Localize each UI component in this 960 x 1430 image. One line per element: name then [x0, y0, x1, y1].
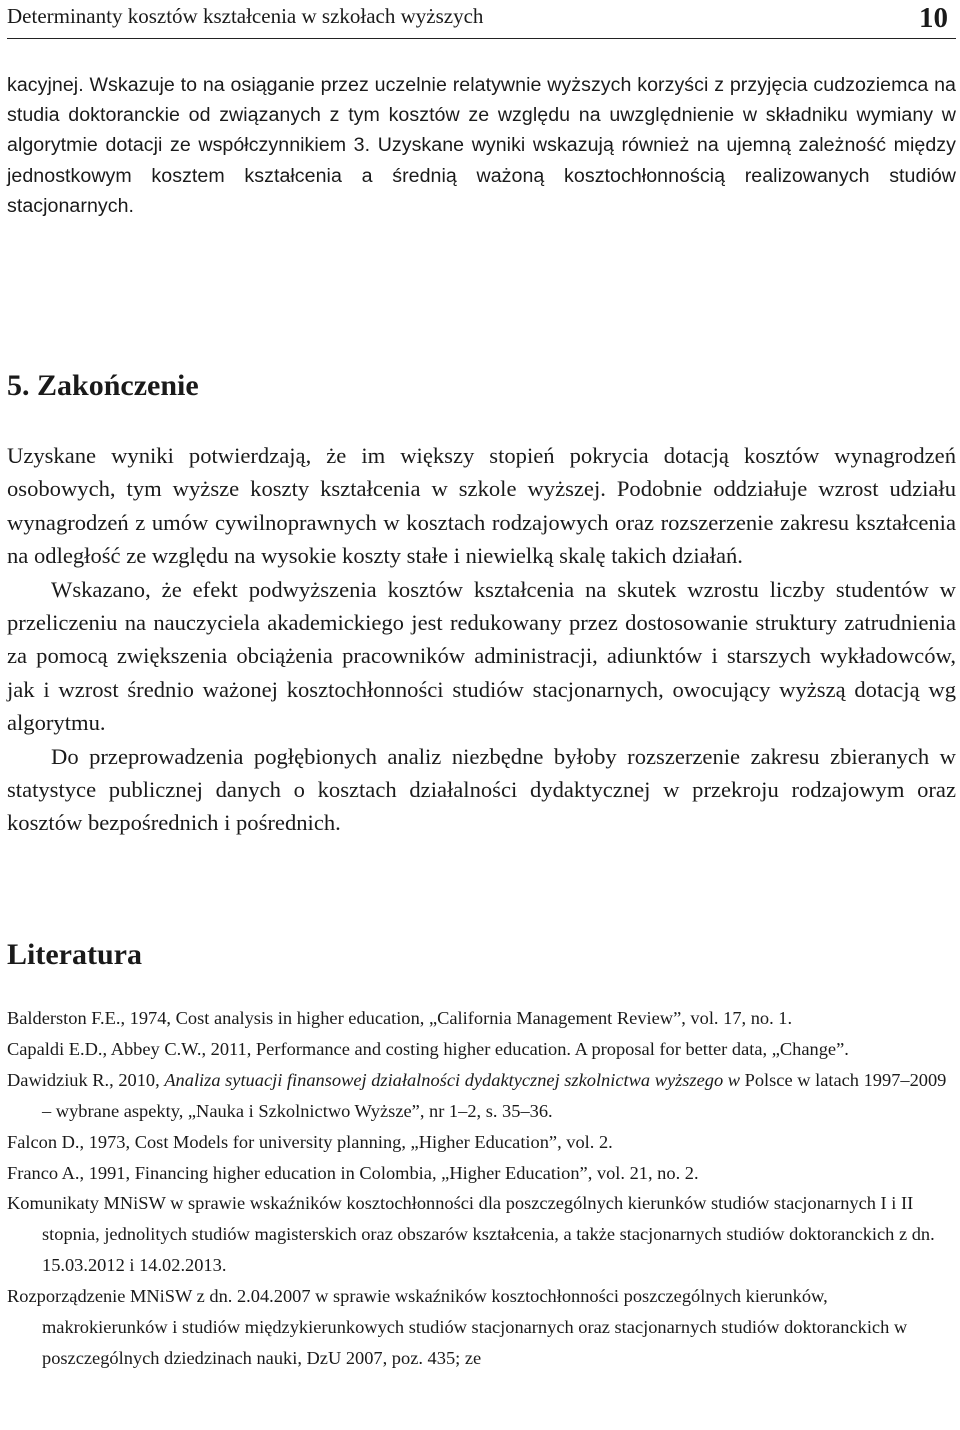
- conclusion-text-block: [7, 439, 956, 840]
- running-header: [7, 0, 956, 39]
- reference-text: Capaldi E.D., Abbey C.W., 2011, Performance and costing higher education. A proposal for better data, „Change”.: [7, 1038, 849, 1059]
- reference-item: [7, 1158, 948, 1189]
- reference-text: Balderston F.E., 1974, Cost analysis in higher education, „California Management Review”, vol. 17, no. 1.: [7, 1008, 793, 1028]
- reference-text: Komunikaty MNiSW w sprawie wskaźników kosztochłonności dla poszczególnych kierunków studiów stacjonarnych I i II stopnia, jednolitych studiów magisterskich oraz obszarów kształcenia, a także stacjonarnych studiów doktoranckich z dn. 15.03.2012 i 14.02.2013.: [7, 1193, 935, 1276]
- running-title: Determinanty kosztów kształcenia w szkołach wyższych: [7, 4, 484, 28]
- reference-item: [7, 1003, 948, 1034]
- reference-item: [7, 1034, 948, 1065]
- reference-text: Rozporządzenie MNiSW z dn. 2.04.2007 w sprawie wskaźników kosztochłonności poszczególnych kierunków, makrokierunków i studiów międzykierunkowych studiów stacjonarnych oraz stacjonarnych studiów doktoranckich w poszczególnych dziedzinach nauki, DzU 2007, poz. 435; ze: [7, 1286, 908, 1368]
- conclusion-paragraph-2: Wskazano, że efekt podwyższenia kosztów kształcenia na skutek wzrostu liczby studentów w przeliczeniu na nauczyciela akademickiego jest redukowany przez dostosowanie struktury zatrudnienia za pomocą zwiększenia obciążenia pracowników administracji, adiunktów i starszych wykładowców, jak i wzrost średnio ważonej kosztochłonności studiów stacjonarnych, owocujący wyższą dotacją wg algorytmu.: [7, 576, 956, 736]
- conclusion-paragraph-3: Do przeprowadzenia pogłębionych analiz niezbędne byłoby rozszerzenie zakresu zbieranych w statystyce publicznej danych o kosztach działalności dydaktycznej w przekroju rodzajowym oraz kosztów bezpośrednich i pośrednich.: [7, 743, 956, 836]
- page-number: 10: [919, 2, 948, 34]
- intro-text-block: [7, 70, 956, 221]
- literature-heading: Literatura: [7, 938, 142, 971]
- reference-text: Falcon D., 1973, Cost Models for university planning, „Higher Education”, vol. 2.: [7, 1131, 613, 1152]
- reference-list: [7, 1003, 948, 1374]
- conclusion-paragraph-1: Uzyskane wyniki potwierdzają, że im większy stopień pokrycia dotacją kosztów wynagrodzeń osobowych, tym wyższe koszty kształcenia w szkole wyższej. Podobnie oddziałuje wzrost udziału wynagrodzeń z umów cywilnoprawnych w kosztach rodzajowych oraz rozszerzenie zakresu kształcenia na odległość ze względu na wysokie koszty stałe i niewielką skalę takich działań.: [7, 443, 956, 569]
- reference-item: [7, 1065, 948, 1127]
- reference-title-italic: Analiza sytuacji finansowej działalności dydaktycznej szkolnictwa wyższego w: [164, 1069, 741, 1090]
- reference-text: Dawidziuk R., 2010,: [7, 1069, 165, 1090]
- reference-item: [7, 1281, 948, 1374]
- reference-item: [7, 1188, 948, 1281]
- reference-text: Franco A., 1991, Financing higher education in Colombia, „Higher Education”, vol. 21, no. 2.: [7, 1162, 699, 1183]
- intro-paragraph: kacyjnej. Wskazuje to na osiąganie przez uczelnie relatywnie wyższych korzyści z przyjęcia cudzoziemca na studia doktoranckie od związanych z tym kosztów ze względu na uwzględnienie w składniku wymiany w algorytmie dotacji ze współczynnikiem 3. Uzyskane wyniki wskazują również na ujemną zależność między jednostkowym kosztem kształcenia a średnią ważoną kosztochłonnością realizowanych studiów stacjonarnych.: [7, 74, 956, 217]
- reference-item: [7, 1127, 948, 1158]
- section-heading: 5. Zakończenie: [7, 369, 199, 402]
- reference-text-continued: Polsce w latach 1997–2009 – wybrane aspekty, „Nauka i Szkolnictwo Wyższe”, nr 1–2, s. 35–36.: [42, 1069, 947, 1121]
